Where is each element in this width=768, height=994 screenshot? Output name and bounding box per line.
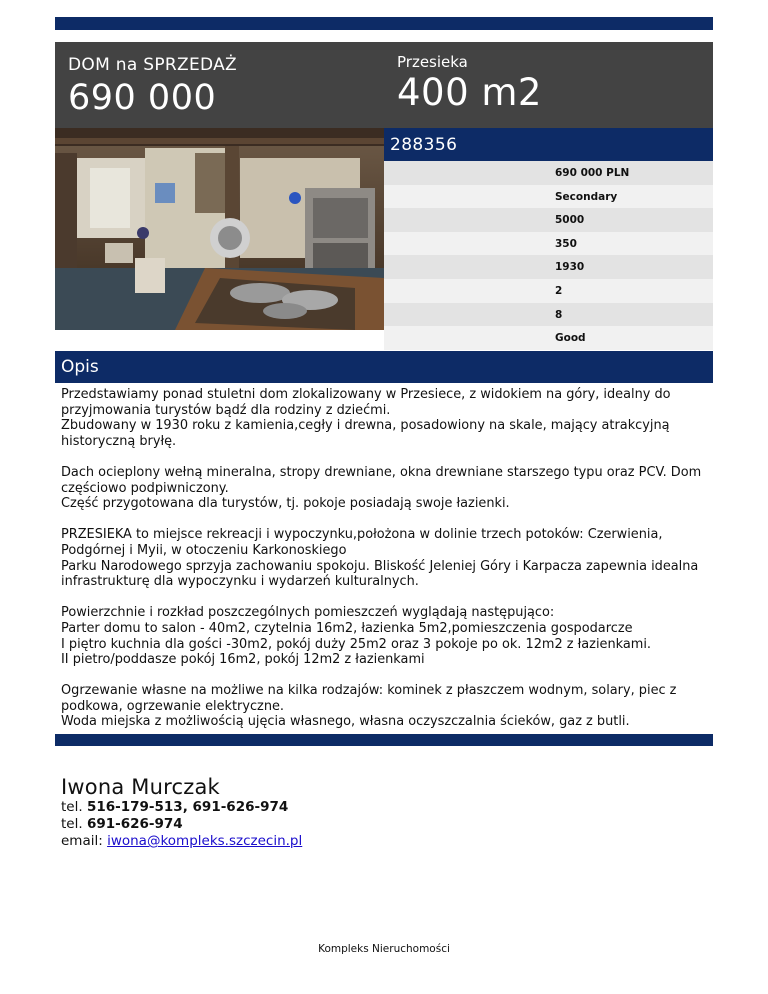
listing-price: 690 000 (68, 78, 217, 118)
description-line: Parku Narodowego sprzyja zachowaniu spokoju. Bliskość Jeleniej Góry i Karpacza zapewnia idealna (61, 558, 699, 574)
description-line: podkowa, ogrzewanie elektryczne. (61, 698, 285, 714)
agent-phone-line-1 (61, 799, 302, 816)
spec-row-usable (384, 232, 713, 256)
header-right (397, 53, 542, 114)
description-line: Parter domu to salon - 40m2, czytelnia 16m2, łazienka 5m2,pomieszczenia gospodarcze (61, 620, 633, 636)
spec-value: Secondary (555, 190, 618, 203)
description-heading-bar (55, 351, 713, 383)
spec-value: 1930 (555, 261, 585, 274)
tel-label: tel. (61, 816, 83, 832)
description-line: I piętro kuchnia dla gości -30m2, pokój duży 25m2 oraz 3 pokoje po ok. 12m2 z łazienkami. (61, 636, 651, 652)
reference-bar (384, 128, 713, 161)
tel-label: tel. (61, 799, 83, 815)
description-line: infrastrukturę dla wypoczynku i wydarzeń kulturalnych. (61, 574, 419, 590)
spec-row-market (384, 185, 713, 209)
email-label: email: (61, 833, 103, 849)
agent-email-line (61, 833, 302, 850)
spec-value: 350 (555, 237, 577, 250)
listing-photo (55, 128, 384, 330)
agent-phone-1: 516-179-513, 691-626-974 (86, 799, 289, 815)
description-paragraph (61, 527, 706, 589)
agent-name: Iwona Murczak (61, 775, 220, 799)
listing-type: DOM na SPRZEDAŻ (68, 55, 237, 75)
description-paragraph (61, 465, 706, 512)
description-line: PRZESIEKA to miejsce rekreacji i wypoczynku,położona w dolinie trzech potoków: Czerwienia, (61, 527, 663, 543)
listing-header (55, 42, 713, 128)
description-line: historyczną bryłę. (61, 433, 177, 449)
description-line: Zbudowany w 1930 roku z kamienia,cegły i drewna, posadowiony na skale, mający atrakcyjną (61, 418, 670, 434)
header-left (68, 55, 237, 118)
description-line: Woda miejska z możliwością ujęcia własnego, własna oczyszczalnia ścieków, gaz z butli. (61, 714, 630, 730)
spec-row-plot (384, 208, 713, 232)
spec-row-price (384, 161, 713, 185)
description-heading: Opis (61, 357, 99, 377)
description-line: Przedstawiamy ponad stuletni dom zlokalizowany w Przesiece, z widokiem na góry, idealny do (61, 387, 671, 402)
description-paragraph (61, 605, 706, 667)
description-line: Powierzchnie i rozkład poszczególnych pomieszczeń wyglądają następująco: (61, 605, 555, 621)
description-paragraph (61, 387, 706, 449)
spec-row-rooms (384, 303, 713, 327)
description-line: Część przygotowana dla turystów, tj. pokoje posiadają swoje łazienki. (61, 496, 510, 512)
section-divider-bar (55, 734, 713, 746)
listing-area: 400 m2 (397, 71, 542, 114)
spec-row-floors (384, 279, 713, 303)
description-line: Ogrzewanie własne na możliwe na kilka rodzajów: kominek z płaszczem wodnym, solary, piec z (61, 683, 677, 699)
specs-table (384, 161, 713, 350)
description-line: Dach ocieplony wełną mineralna, stropy drewniane, okna drewniane starszego typu oraz PCV. Dom (61, 464, 702, 480)
top-accent-bar (55, 17, 713, 30)
spec-row-year (384, 255, 713, 279)
spec-value: Good (555, 332, 586, 345)
description-line: częściowo podpiwniczony. (61, 480, 229, 496)
description-line: przyjmowania turystów bądź dla rodziny z dziećmi. (61, 402, 391, 418)
agent-phone-line-2 (61, 816, 302, 833)
agent-contact (61, 775, 302, 850)
description-line: II pietro/poddasze pokój 16m2, pokój 12m2 z łazienkami (61, 652, 425, 668)
description-paragraph (61, 683, 706, 730)
footer-company: Kompleks Nieruchomości (318, 943, 450, 955)
spec-row-condition (384, 326, 713, 350)
agent-email-link[interactable]: iwona@kompleks.szczecin.pl (107, 833, 303, 849)
reference-number: 288356 (390, 135, 458, 155)
listing-location: Przesieka (397, 53, 468, 71)
spec-value: 690 000 PLN (555, 167, 630, 179)
description-body (61, 387, 706, 746)
description-line: Podgórnej i Myii, w otoczeniu Karkonoskiego (61, 542, 347, 558)
spec-value: 5000 (555, 214, 585, 227)
kitchen-photo-image (55, 128, 384, 330)
agent-phone-2: 691-626-974 (86, 816, 183, 832)
spec-value: 8 (555, 308, 563, 321)
spec-value: 2 (555, 284, 563, 297)
